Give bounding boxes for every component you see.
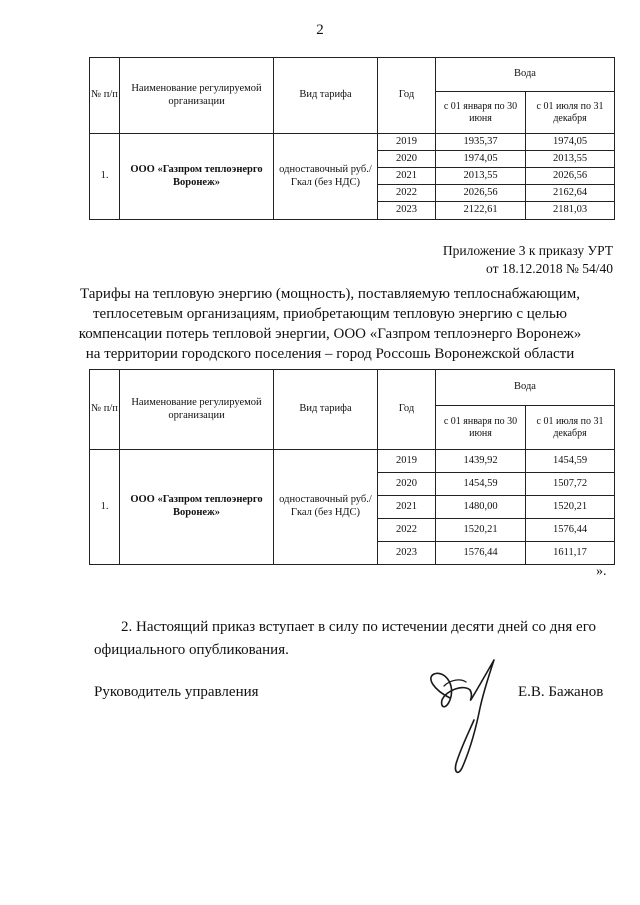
header-year: Год <box>378 370 436 450</box>
value-cell: 1520,21 <box>526 496 615 519</box>
value-cell: 1454,59 <box>526 450 615 473</box>
header-year: Год <box>378 58 436 134</box>
header-period-2: с 01 июля по 31 декабря <box>526 406 615 450</box>
table-row <box>90 450 615 473</box>
heading-line-2: теплосетевым организациям, приобретающим тепловую энергию с целью <box>92 306 567 322</box>
page-number: 2 <box>316 22 324 38</box>
value-cell: 1576,44 <box>526 519 615 542</box>
header-org: Наименование регулируемой организации <box>120 58 274 134</box>
year-cell: 2019 <box>378 450 436 473</box>
value-cell: 1480,00 <box>436 496 526 519</box>
year-cell: 2021 <box>378 168 436 185</box>
heading-line-3: компенсации потерь тепловой энергии, ООО «Газпром теплоэнерго Воронеж» <box>78 326 582 342</box>
water-tariff-table <box>89 57 615 220</box>
effective-clause: 2. Настоящий приказ вступает в силу по истечении десяти дней со дня его официального опубликования. <box>94 619 596 658</box>
signer-name: Е.В. Бажанов <box>518 684 604 700</box>
organization-name: ООО «Газпром теплоэнерго Воронеж» <box>120 134 274 220</box>
header-num: № п/п <box>90 370 120 450</box>
tariff-heading <box>60 284 600 364</box>
value-cell: 2162,64 <box>526 185 615 202</box>
appendix-line-1: Приложение 3 к приказу УРТ <box>442 243 613 258</box>
year-cell: 2023 <box>378 202 436 220</box>
header-num: № п/п <box>90 58 120 134</box>
heading-line-4: на территории городского поселения – город Россошь Воронежской области <box>85 346 575 362</box>
value-cell: 2181,03 <box>526 202 615 220</box>
tariff-type: одноставочный руб./Гкал (без НДС) <box>274 134 378 220</box>
header-water: Вода <box>436 58 615 92</box>
year-cell: 2021 <box>378 496 436 519</box>
year-cell: 2019 <box>378 134 436 151</box>
year-cell: 2020 <box>378 151 436 168</box>
year-cell: 2020 <box>378 473 436 496</box>
row-number: 1. <box>90 450 120 565</box>
value-cell: 2122,61 <box>436 202 526 220</box>
year-cell: 2022 <box>378 185 436 202</box>
header-water: Вода <box>436 370 615 406</box>
heading-line-1: Тарифы на тепловую энергию (мощность), поставляемую теплоснабжающим, <box>79 286 581 302</box>
year-cell: 2022 <box>378 519 436 542</box>
closing-quote: ». <box>596 564 607 579</box>
signer-title: Руководитель управления <box>94 684 259 700</box>
value-cell: 1576,44 <box>436 542 526 565</box>
value-cell: 2026,56 <box>526 168 615 185</box>
value-cell: 1611,17 <box>526 542 615 565</box>
header-period-1: с 01 января по 30 июня <box>436 92 526 134</box>
header-period-2: с 01 июля по 31 декабря <box>526 92 615 134</box>
value-cell: 1520,21 <box>436 519 526 542</box>
value-cell: 1507,72 <box>526 473 615 496</box>
value-cell: 2013,55 <box>436 168 526 185</box>
header-tariff-type: Вид тарифа <box>274 58 378 134</box>
value-cell: 2026,56 <box>436 185 526 202</box>
heat-tariff-table <box>89 369 615 565</box>
row-number: 1. <box>90 134 120 220</box>
value-cell: 1974,05 <box>436 151 526 168</box>
value-cell: 2013,55 <box>526 151 615 168</box>
header-tariff-type: Вид тарифа <box>274 370 378 450</box>
value-cell: 1439,92 <box>436 450 526 473</box>
header-org: Наименование регулируемой организации <box>120 370 274 450</box>
appendix-reference <box>443 242 613 278</box>
value-cell: 1974,05 <box>526 134 615 151</box>
value-cell: 1454,59 <box>436 473 526 496</box>
organization-name: ООО «Газпром теплоэнерго Воронеж» <box>120 450 274 565</box>
header-period-1: с 01 января по 30 июня <box>436 406 526 450</box>
value-cell: 1935,37 <box>436 134 526 151</box>
year-cell: 2023 <box>378 542 436 565</box>
tariff-type: одноставочный руб./Гкал (без НДС) <box>274 450 378 565</box>
appendix-line-2: от 18.12.2018 № 54/40 <box>486 261 613 276</box>
handwritten-signature <box>420 650 510 790</box>
table-row <box>90 134 615 151</box>
